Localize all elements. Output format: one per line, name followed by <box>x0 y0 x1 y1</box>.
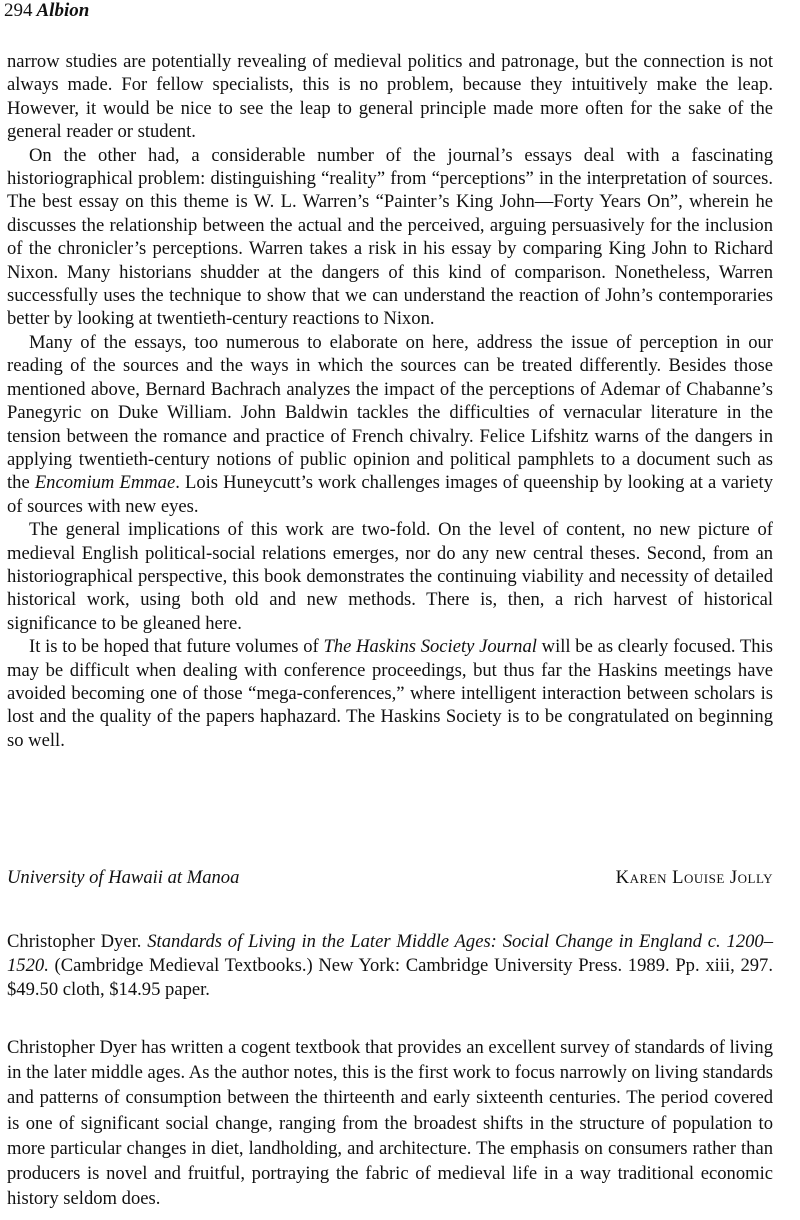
text-segment: narrow studies are potentially revealing of medieval politics and patronage, but the connection is not always made. For fellow specialists, this is no problem, because they intuitively make the leap. However, it would be nice to see the leap to general principle made more often for the sake of the general reader or student. <box>7 51 773 143</box>
text-segment: Christopher Dyer. <box>7 931 148 952</box>
review-body <box>7 1035 773 1211</box>
text-segment: The general implications of this work are two-fold. On the level of content, no new picture of medieval English political-social relations emerges, nor do any new central theses. Second, from an historiographical perspective, this book demonstrates the continuing viability and necessity of detailed historical work, using both old and new methods. There is, then, a rich harvest of historical significance to be gleaned here. <box>7 519 773 634</box>
paragraph <box>7 635 773 752</box>
text-segment: will be as clearly focused. This may be difficult when dealing with conference proceedings, but thus far the Haskins meetings have avoided becoming one of those “mega-conferences,” where intelligent interaction between scholars is lost and the quality of the papers haphazard. The Haskins Society is to be congratulated on beginning so well. <box>7 636 773 751</box>
text-segment: Christopher Dyer has written a cogent textbook that provides an excellent survey of standards of living in the later middle ages. As the author notes, this is the first work to focus narrowly on living standards and patterns of consumption between the thirteenth and early sixteenth centuries. The period covered is one of significant social change, ranging from the broadest shifts in the structure of population to more particular changes in diet, landholding, and architecture. The emphasis on consumers rather than producers is novel and fruitful, portraying the fabric of medieval life in a way traditional economic history seldom does. <box>7 1037 773 1210</box>
running-head <box>4 0 89 22</box>
text-segment: It is to be hoped that future volumes of <box>29 636 324 658</box>
text-segment: (Cambridge Medieval Textbooks.) New York: Cambridge University Press. 1989. Pp. xiii, 297. $49.50 cloth, $14.95 paper. <box>7 955 773 1000</box>
book-title: Standards of Living in the Later Middle Ages: Social Change in England c. 1200–1520. <box>7 931 774 976</box>
page-number: 294 <box>4 0 33 21</box>
text-segment: On the other had, a considerable number of the journal’s essays deal with a fascinating historiographical problem: distinguishing “reality” from “perceptions” in the interpretation of sources. The best essay on this theme is W. L. Warren’s “Painter’s King John—Forty Years On”, wherein he discusses the relationship between the actual and the perceived, arguing persuasively for the inclusion of the chronicler’s perceptions. Warren takes a risk in his essay by comparing King John to Richard Nixon. Many historians shudder at the dangers of this kind of comparison. Nonetheless, Warren successfully uses the technique to show that we can understand the reaction of John’s contemporaries better by looking at twentieth-century reactions to Nixon. <box>7 144 773 330</box>
text-segment-italic: Encomium Emmae <box>34 472 176 494</box>
text-segment: . Lois Huneycutt’s work challenges images of queenship by looking at a variety of sources with new eyes. <box>7 472 774 517</box>
paragraph <box>7 144 773 331</box>
reviewer-affiliation: University of Hawaii at Manoa <box>7 867 240 888</box>
reviewer-name: Karen Louise Jolly <box>615 867 773 888</box>
paragraph <box>7 1035 773 1211</box>
paragraph <box>7 518 773 635</box>
text-segment-italic: The Haskins Society Journal <box>323 636 537 658</box>
review-body <box>7 50 773 752</box>
paragraph <box>7 331 773 518</box>
text-segment: Many of the essays, too numerous to elaborate on here, address the issue of perception in our reading of the sources and the ways in which the sources can be treated differently. Besides those mentioned above, Bernard Bachrach analyzes the impact of the perceptions of Ademar of Chabanne’s Panegyric on Duke William. John Baldwin tackles the difficulties of vernacular literature in the tension between the romance and practice of French chivalry. Felice Lifshitz warns of the dangers in applying twentieth-century notions of public opinion and political pamphlets to a document such as the <box>7 331 773 494</box>
book-citation <box>7 930 773 1002</box>
review-signature <box>7 866 773 889</box>
journal-title: Albion <box>36 0 90 21</box>
citation-text <box>7 930 773 1002</box>
paragraph <box>7 50 773 144</box>
